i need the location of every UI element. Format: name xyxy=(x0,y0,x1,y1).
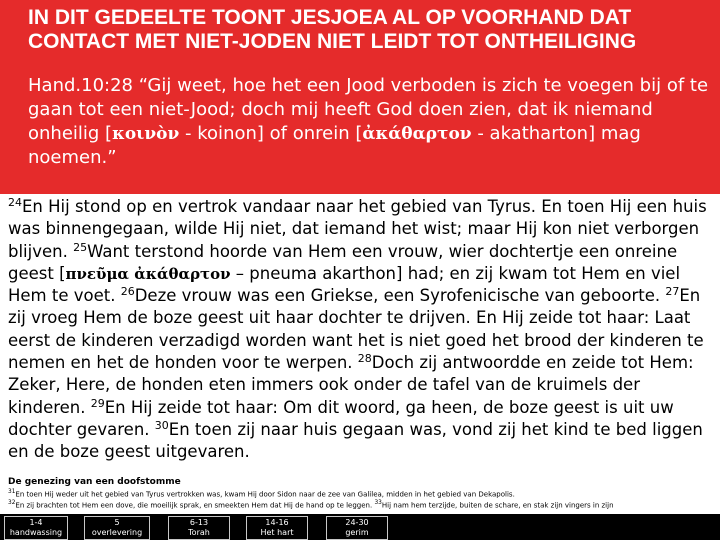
verse-number: 26 xyxy=(120,285,135,299)
navigation-tab-bar xyxy=(0,514,720,540)
verse-28: Doch zij antwoordde en zeide tot Hem: Zeker, Here, de honden eten immers ook onder de tafel van de kruimels der kinderen. xyxy=(8,353,694,417)
greek-pneuma-akatharton: πνεῦμα ἀκάθαρτον xyxy=(65,264,231,283)
tab-label: handwassing xyxy=(9,528,63,537)
verse-25a: Want terstond hoorde van Hem een vrouw, wier dochtertje een onreine geest [ xyxy=(8,241,678,283)
tab-label: Torah xyxy=(188,528,210,537)
tab-handwassing[interactable] xyxy=(4,516,68,540)
tab-label: Het hart xyxy=(260,528,294,537)
verse-25b: – pneuma akarthon] had; en zij kwam tot Hem en viel Hem te voet. xyxy=(8,263,681,306)
verse-number: 33 xyxy=(374,500,382,507)
tab-torah[interactable] xyxy=(168,516,230,540)
callout-heading: IN DIT GEDEELTE TOONT JESJOEA AL OP VOORHAND DAT CONTACT MET NIET-JODEN NIET LEIDT TOT ONTHEILIGING xyxy=(28,6,637,53)
tab-het-hart[interactable] xyxy=(246,516,308,540)
quote-text-2: - koinon] of onrein [ xyxy=(179,123,363,144)
verse-32: En zij brachten tot Hem een dove, die moeilijk sprak, en smeekten Hem dat Hij de hand op te leggen. xyxy=(15,501,375,510)
section-title: De genezing van een doofstomme xyxy=(8,477,181,487)
callout-box xyxy=(0,0,720,194)
verse-number: 24 xyxy=(8,196,22,209)
quote-text-1: Hand.10:28 “Gij weet, hoe het een Jood verboden is zich te voegen bij of te gaan tot een niet-Jood; doch mij heeft God doen zien, dat ik niemand onheilig [ xyxy=(28,75,709,144)
verse-29: En Hij zeide tot haar: Om dit woord, ga heen, de boze geest is uit uw dochter gevaren. xyxy=(8,397,674,439)
greek-koinon: κοινὸν xyxy=(112,124,180,144)
verse-26: Deze vrouw was een Griekse, een Syrofenicische van geboorte. xyxy=(134,286,666,306)
callout-quote xyxy=(28,74,712,170)
verse-number: 31 xyxy=(8,489,16,495)
verse-number: 25 xyxy=(73,240,88,254)
greek-akatharton: ἀκάθαρτον xyxy=(362,124,472,144)
tab-label: overlevering xyxy=(91,528,143,537)
tab-number: 5 xyxy=(114,518,120,527)
tab-number: 6-13 xyxy=(189,518,209,527)
tab-number: 14-16 xyxy=(265,518,289,527)
verse-27: En zij vroeg Hem de boze geest uit haar dochter te drijven. En Hij zeide tot haar: Laat eerst de kinderen verzadigd worden want het is niet goed het brood der kinderen te nemen en het de honden voor te werpen. xyxy=(8,286,704,373)
verse-31: En toen Hij weder uit het gebied van Tyrus vertrokken was, kwam Hij door Sidon naar de zee van Galilea, midden in het gebied van Dekapolis. xyxy=(15,490,515,499)
verse-number: 28 xyxy=(357,352,372,366)
tab-number: 1-4 xyxy=(29,518,43,527)
bible-passage xyxy=(8,196,716,464)
quote-text-3: - akatharton] mag noemen.” xyxy=(28,123,641,168)
tab-gerim[interactable] xyxy=(326,516,388,540)
verse-number: 32 xyxy=(8,500,16,507)
verse-30: En toen zij naar huis gegaan was, vond zij het kind te bed liggen en de boze geest uitgevaren. xyxy=(8,419,703,462)
verse-24: En Hij stond op en vertrok vandaar naar het gebied van Tyrus. En toen Hij een huis was binnengegaan, wilde Hij niet, dat iemand het wist; maar Hij kon niet verborgen blijven. xyxy=(8,197,707,261)
next-section-text xyxy=(8,488,714,514)
verse-number: 27 xyxy=(665,285,680,299)
tab-label: gerim xyxy=(345,528,369,537)
verse-33: Hij nam hem terzijde, buiten de schare, en stak zijn vingers in zijn xyxy=(381,501,614,510)
tab-number: 24-30 xyxy=(345,518,369,527)
verse-number: 30 xyxy=(154,418,169,432)
tab-overlevering[interactable] xyxy=(84,516,150,540)
verse-number: 29 xyxy=(90,396,105,410)
